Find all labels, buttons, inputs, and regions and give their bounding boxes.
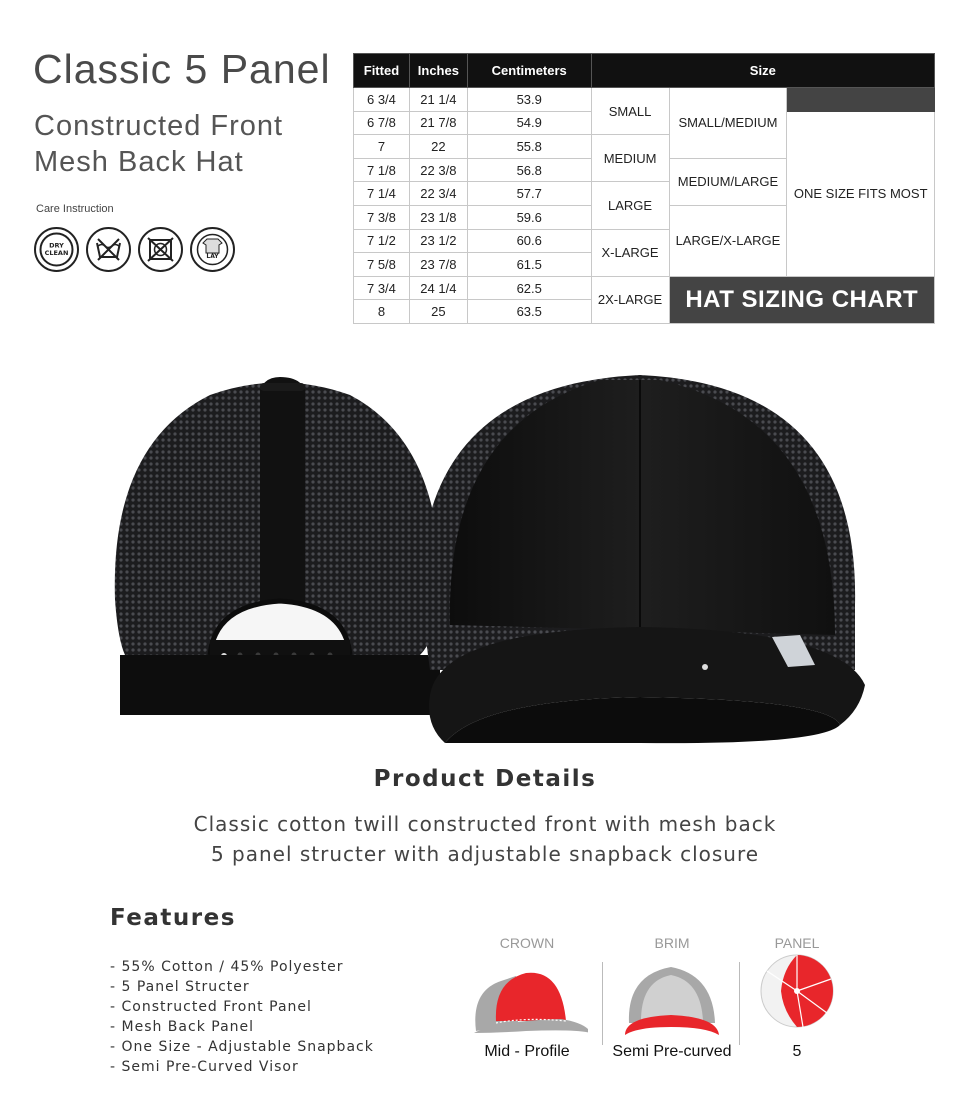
- cell-cm: 53.9: [467, 88, 591, 112]
- dry-clean-text-2: CLEAN: [44, 249, 69, 257]
- spec-crown-value: Mid - Profile: [484, 1043, 570, 1060]
- product-details-heading: Product Details: [373, 766, 597, 792]
- panel-diagram-icon: [753, 951, 841, 1043]
- spec-brim: [611, 935, 733, 1061]
- lay-flat-icon: [190, 227, 235, 272]
- cell-inches: 22 3/4: [409, 182, 467, 206]
- cell-inches: 21 1/4: [409, 88, 467, 112]
- hat-product-photo: [100, 365, 870, 750]
- cell-fitted: 7 1/4: [354, 182, 410, 206]
- cell-cm: 61.5: [467, 253, 591, 277]
- feature-item: - 5 Panel Structer: [110, 979, 250, 995]
- spec-panel-label: PANEL: [774, 935, 820, 951]
- cell-fitted: 8: [354, 300, 410, 324]
- size-xlarge: X-LARGE: [591, 229, 669, 276]
- cell-inches: 23 1/8: [409, 205, 467, 229]
- table-row: [354, 88, 935, 112]
- cell-inches: 22: [409, 135, 467, 159]
- table-row: [354, 276, 935, 300]
- front-view-hat: [420, 375, 865, 743]
- cell-inches: 24 1/4: [409, 276, 467, 300]
- dry-clean-text-1: DRY: [49, 241, 64, 250]
- size-2xlarge: 2X-LARGE: [591, 276, 669, 323]
- hat-sizing-chart: [353, 53, 935, 324]
- product-title: Classic 5 Panel: [33, 46, 331, 92]
- feature-item: - One Size - Adjustable Snapback: [110, 1039, 374, 1055]
- cell-inches: 25: [409, 300, 467, 324]
- care-icons: [34, 227, 235, 272]
- cell-fitted: 7 1/2: [354, 229, 410, 253]
- feature-item: - Mesh Back Panel: [110, 1019, 255, 1035]
- col-header-centimeters: Centimeters: [467, 54, 591, 88]
- spec-divider: [602, 962, 603, 1045]
- spec-crown: [466, 935, 588, 1061]
- feature-item: - 55% Cotton / 45% Polyester: [110, 959, 344, 975]
- spec-brim-label: BRIM: [654, 935, 690, 951]
- spec-crown-label: CROWN: [499, 935, 555, 951]
- features-heading: Features: [110, 905, 236, 931]
- product-details-line-1: Classic cotton twill constructed front with mesh back: [193, 812, 777, 836]
- cell-inches: 21 7/8: [409, 111, 467, 135]
- cell-cm: 59.6: [467, 205, 591, 229]
- one-size-fits-most: ONE SIZE FITS MOST: [787, 111, 935, 276]
- range-large-xlarge: LARGE/X-LARGE: [669, 205, 787, 276]
- cell-fitted: 6 3/4: [354, 88, 410, 112]
- size-medium: MEDIUM: [591, 135, 669, 182]
- features-list: [110, 957, 374, 1077]
- hat-sizing-chart-title: HAT SIZING CHART: [669, 276, 935, 323]
- spec-panel: [753, 935, 841, 1061]
- spec-brim-value: Semi Pre-curved: [612, 1043, 732, 1060]
- brim-diagram-icon: [611, 951, 733, 1043]
- cell-cm: 54.9: [467, 111, 591, 135]
- cell-inches: 23 7/8: [409, 253, 467, 277]
- dry-clean-icon: [34, 227, 79, 272]
- range-medium-large: MEDIUM/LARGE: [669, 158, 787, 205]
- cell-fitted: 7 1/8: [354, 158, 410, 182]
- cell-cm: 63.5: [467, 300, 591, 324]
- feature-item: - Semi Pre-Curved Visor: [110, 1059, 299, 1075]
- do-not-wash-icon: [86, 227, 131, 272]
- lay-text: LAY: [206, 253, 219, 260]
- cell-cm: 60.6: [467, 229, 591, 253]
- col-header-inches: Inches: [409, 54, 467, 88]
- spec-panel-value: 5: [792, 1043, 802, 1060]
- feature-item: - Constructed Front Panel: [110, 999, 312, 1015]
- product-details-line-2: 5 panel structer with adjustable snapback closure: [210, 842, 760, 866]
- cell-cm: 56.8: [467, 158, 591, 182]
- size-large: LARGE: [591, 182, 669, 229]
- product-subtitle: [34, 108, 283, 180]
- col-header-fitted: Fitted: [354, 54, 410, 88]
- dark-block: [787, 88, 935, 112]
- col-header-size: Size: [591, 54, 934, 88]
- back-view-hat: [115, 377, 440, 715]
- spec-divider: [739, 962, 740, 1045]
- cell-inches: 22 3/8: [409, 158, 467, 182]
- range-small-medium: SMALL/MEDIUM: [669, 88, 787, 159]
- cell-fitted: 7 5/8: [354, 253, 410, 277]
- cell-fitted: 6 7/8: [354, 111, 410, 135]
- cell-cm: 62.5: [467, 276, 591, 300]
- cell-cm: 55.8: [467, 135, 591, 159]
- cell-fitted: 7 3/8: [354, 205, 410, 229]
- subtitle-line-2: Mesh Back Hat: [34, 146, 244, 178]
- cell-fitted: 7: [354, 135, 410, 159]
- crown-diagram-icon: [466, 951, 588, 1043]
- cell-inches: 23 1/2: [409, 229, 467, 253]
- cell-fitted: 7 3/4: [354, 276, 410, 300]
- subtitle-line-1: Constructed Front: [34, 110, 284, 142]
- cell-cm: 57.7: [467, 182, 591, 206]
- care-instruction-label: Care Instruction: [36, 203, 114, 215]
- size-small: SMALL: [591, 88, 669, 135]
- do-not-tumble-dry-icon: [138, 227, 183, 272]
